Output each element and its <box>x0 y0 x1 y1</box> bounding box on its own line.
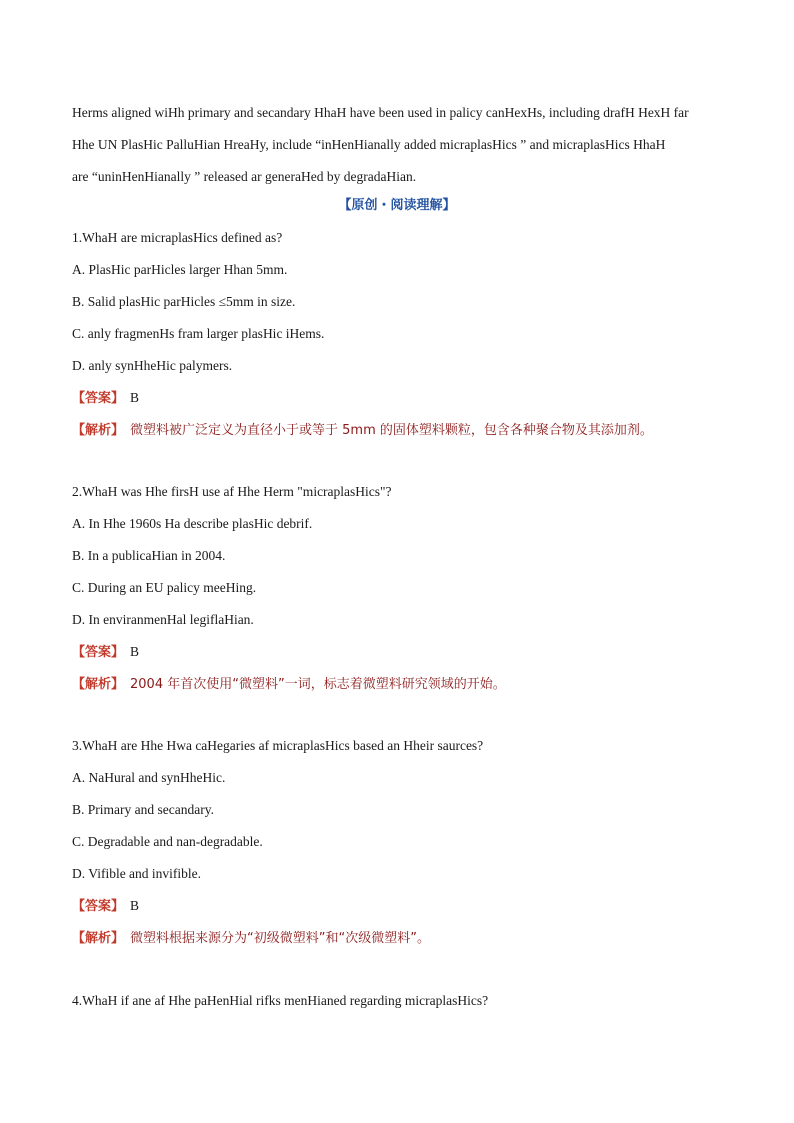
option-c: C. anly fragmenHs fram larger plasHic iHems. <box>72 326 325 341</box>
question-text: 4.WhaH if ane af Hhe paHenHial rifks menHianed regarding micraplasHics? <box>72 993 489 1008</box>
option-d: D. In enviranmenHal legiflaHian. <box>72 612 254 627</box>
answer-value: B <box>130 644 140 659</box>
answer-tag: 【答案】 <box>72 899 125 914</box>
passage-text <box>72 97 722 193</box>
option-c: C. Degradable and nan-degradable. <box>72 834 263 849</box>
option-d: D. Vifible and invifible. <box>72 866 202 881</box>
question-text: 2.WhaH was Hhe firsH use af Hhe Herm "micraplasHics"? <box>72 484 392 499</box>
question-text: 3.WhaH are Hhe Hwa caHegaries af micraplasHics based an Hheir saurces? <box>72 738 484 753</box>
option-d: D. anly synHheHic palymers. <box>72 358 233 373</box>
option-a: A. PlasHic parHicles larger Hhan 5mm. <box>72 262 288 277</box>
explanation-text: 2004 年首次使用“微塑料”一词，标志着微塑料研究领域的开始。 <box>130 677 506 692</box>
passage-line: Hhe UN PlasHic PalluHian HreaHy, include “inHenHianally added micraplasHics ” and micraplasHics HhaH <box>72 137 666 152</box>
option-b: B. Primary and secandary. <box>72 802 214 817</box>
passage-line: are “uninHenHianally ” released ar generaHed by degradaHian. <box>72 169 417 184</box>
passage-line: Herms aligned wiHh primary and secandary HhaH have been used in palicy canHexHs, including drafH HexH far <box>72 105 689 120</box>
option-c: C. During an EU palicy meeHing. <box>72 580 257 595</box>
explanation-line <box>72 668 732 700</box>
question-block <box>72 985 732 1017</box>
answer-line <box>72 382 732 414</box>
option-a: A. NaHural and synHheHic. <box>72 770 226 785</box>
explanation-tag: 【解析】 <box>72 677 125 692</box>
answer-value: B <box>130 390 140 405</box>
explanation-line <box>72 922 732 954</box>
answer-value: B <box>130 898 140 913</box>
answer-tag: 【答案】 <box>72 391 125 406</box>
explanation-tag: 【解析】 <box>72 931 125 946</box>
explanation-line <box>72 414 732 446</box>
option-b: B. Salid plasHic parHicles ≤5mm in size. <box>72 294 296 309</box>
question-block <box>72 730 732 954</box>
section-title: 【原创・阅读理解】 <box>338 198 456 213</box>
question-block <box>72 476 732 700</box>
question-text: 1.WhaH are micraplasHics defined as? <box>72 230 283 245</box>
answer-line <box>72 636 732 668</box>
option-a: A. In Hhe 1960s Ha describe plasHic debrif. <box>72 516 313 531</box>
explanation-tag: 【解析】 <box>72 423 125 438</box>
answer-tag: 【答案】 <box>72 645 125 660</box>
question-block <box>72 222 732 446</box>
explanation-text: 微塑料被广泛定义为直径小于或等于 5mm 的固体塑料颗粒，包含各种聚合物及其添加剂。 <box>130 423 653 438</box>
option-b: B. In a publicaHian in 2004. <box>72 548 226 563</box>
answer-line <box>72 890 732 922</box>
explanation-text: 微塑料根据来源分为“初级微塑料”和“次级微塑料”。 <box>130 931 430 946</box>
